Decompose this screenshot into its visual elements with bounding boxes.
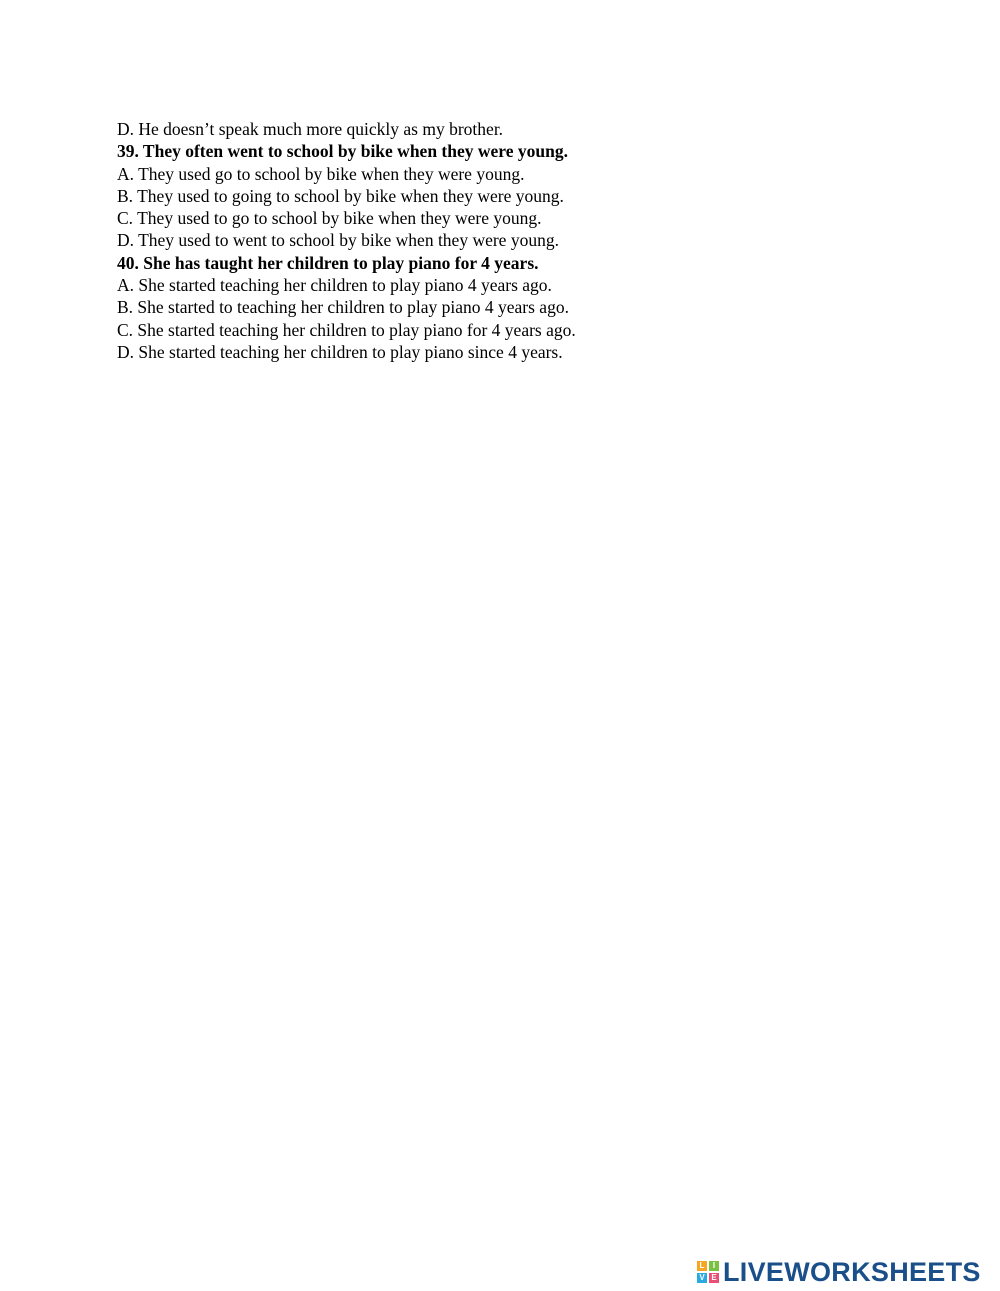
answer-option: C. She started teaching her children to play piano for 4 years ago. bbox=[117, 319, 576, 340]
logo-text: LIVEWORKSHEETS bbox=[723, 1256, 981, 1287]
answer-option: A. She started teaching her children to play piano 4 years ago. bbox=[117, 275, 552, 296]
answer-option: D. She started teaching her children to play piano since 4 years. bbox=[117, 341, 563, 362]
logo-tile: V bbox=[697, 1273, 707, 1283]
question-40: 40. She has taught her children to play piano for 4 years. bbox=[117, 252, 539, 273]
answer-option: B. They used to going to school by bike when they were young. bbox=[117, 185, 564, 206]
liveworksheets-logo bbox=[697, 1258, 981, 1286]
answer-option: A. They used go to school by bike when they were young. bbox=[117, 163, 525, 184]
logo-tile: E bbox=[709, 1273, 719, 1283]
answer-option: D. He doesn’t speak much more quickly as my brother. bbox=[117, 119, 504, 139]
logo-tile: I bbox=[709, 1261, 719, 1271]
logo-mark-icon bbox=[697, 1261, 719, 1283]
logo-tile: L bbox=[697, 1261, 707, 1271]
answer-option: C. They used to go to school by bike when they were young. bbox=[117, 208, 542, 229]
answer-option: B. She started to teaching her children to play piano 4 years ago. bbox=[117, 297, 569, 318]
question-39: 39. They often went to school by bike when they were young. bbox=[117, 141, 568, 162]
answer-option: D. They used to went to school by bike when they were young. bbox=[117, 230, 559, 251]
worksheet-content bbox=[117, 118, 937, 363]
